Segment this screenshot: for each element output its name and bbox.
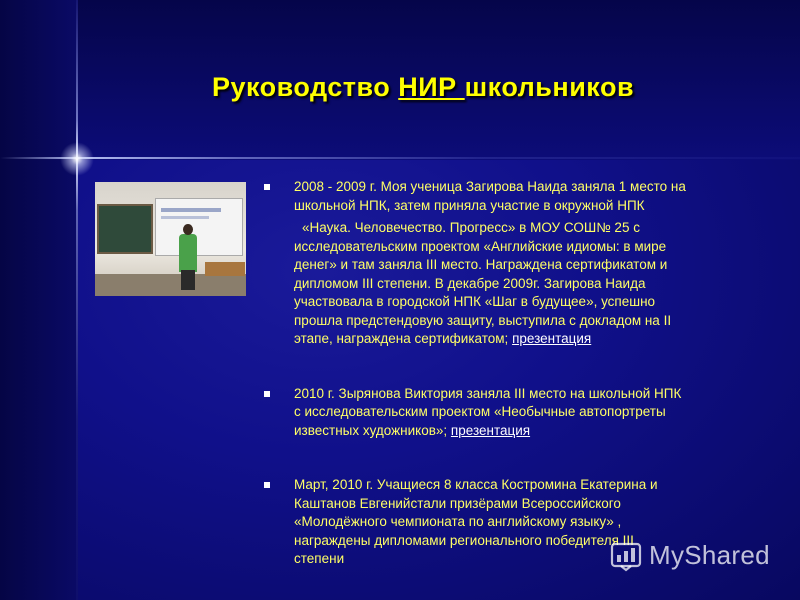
watermark-text: MyShared [649,539,770,570]
item-line-text: этапе, награждена сертификатом; [294,331,513,346]
photo-chalkboard [97,204,153,254]
item-line-with-link [294,422,767,441]
item-line: награждены дипломами регионального победителя III [294,532,634,548]
item-line: степени [294,551,345,566]
item-line: Март, 2010 г. Учащиеся 8 класса Костромина Екатерина и [294,477,658,492]
myshared-watermark [609,537,789,573]
item-line-with-link [294,330,767,349]
light-ray-horizontal [0,157,800,159]
list-item [262,385,767,441]
slide-title [0,72,800,103]
bullet-icon [264,184,270,190]
item-line: с исследовательским проектом «Необычные автопортреты [294,404,666,419]
title-underlined-word: НИР [398,72,465,102]
bullet-list [262,178,767,569]
item-line: денег» и там заняла III место. Награждена сертификатом и [294,257,668,272]
item-line: Каштанов Евгенийстали призёрами Всероссийского [294,495,621,511]
item-line: исследовательским проектом «Английские идиомы: в мире [294,238,667,254]
presentation-link[interactable]: презентация [450,422,531,438]
photo-student [179,234,197,272]
item-line: прошла предстендовую защиту, выступила с докладом на II [294,312,672,328]
item-line: участвовала в городской НПК «Шаг в будущее», успешно [294,294,656,309]
bullet-icon [264,482,270,488]
classroom-photo [95,182,246,296]
item-line: дипломом III степени. В декабре 2009г. Загирова Наида [294,275,646,291]
title-part-2: школьников [464,72,635,102]
title-part-1: Руководство [211,72,399,102]
item-line: 2008 - 2009 г. Моя ученица Загирова Наида заняла 1 место на [294,179,686,194]
star-flare-icon [60,142,94,176]
photo-projector-screen [155,198,243,256]
item-line: «Молодёжного чемпионата по английскому языку» , [294,514,622,529]
presentation-link[interactable]: презентация [512,331,592,346]
item-line: «Наука. Человечество. Прогресс» в МОУ СОШ№ 25 с [302,220,640,235]
item-line: школьной НПК, затем приняла участие в окружной НПК [294,197,645,213]
item-line-text: известных художников»; [294,422,451,438]
list-item [262,178,767,349]
item-line: 2010 г. Зырянова Виктория заняла III место на школьной НПК [294,385,682,401]
myshared-logo-icon [609,538,643,572]
bullet-icon [264,391,270,397]
